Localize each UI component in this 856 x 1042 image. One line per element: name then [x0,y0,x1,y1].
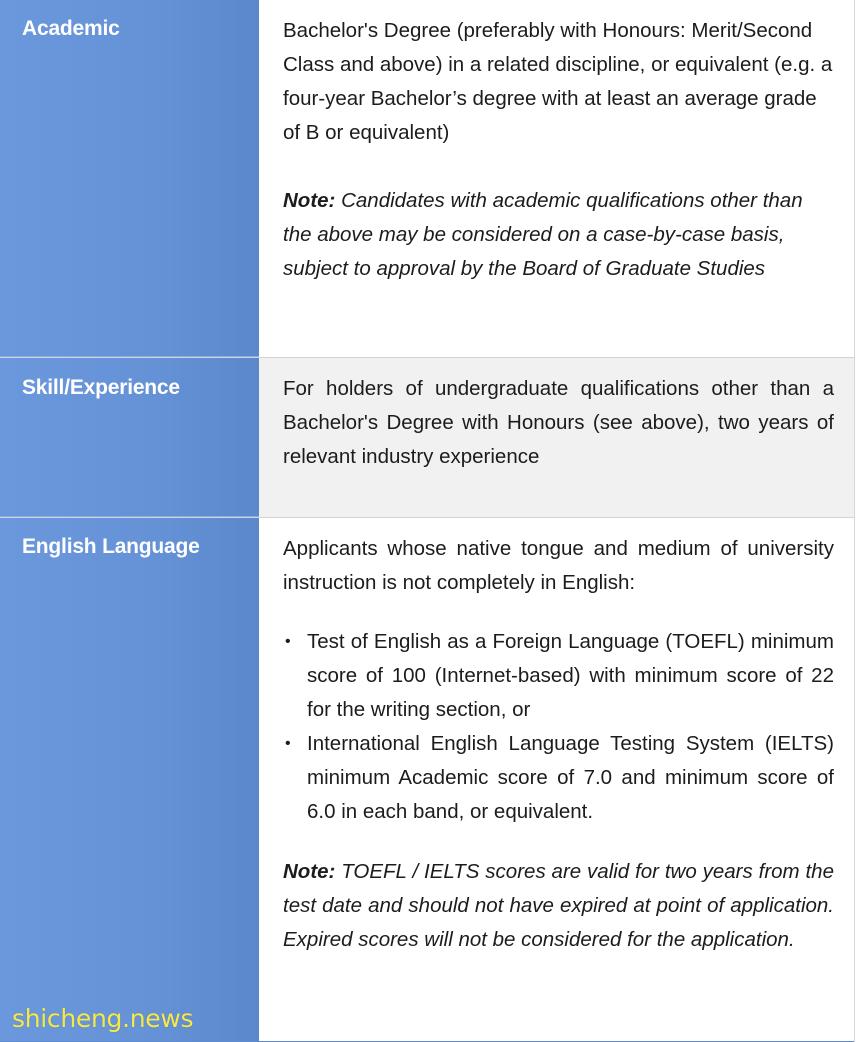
row-english-language [0,518,854,1042]
label-cell-skill [0,358,259,517]
label-skill-experience: Skill/Experience [22,376,180,399]
english-intro-text: Applicants whose native tongue and medium of university instruction is not completely in English: [283,537,834,594]
list-item-toefl [285,625,834,727]
label-academic: Academic [22,17,120,40]
english-note-text: TOEFL / IELTS scores are valid for two years from the test date and should not have expired at point of application. Expired scores will not be considered for the application. [283,860,834,951]
content-cell-academic [259,0,854,357]
english-note-label: Note: [283,860,336,883]
bullet-icon: • [285,633,291,650]
academic-note [283,184,834,286]
label-english-language: English Language [22,535,200,558]
academic-requirement-text: Bachelor's Degree (preferably with Honours: Merit/Second Class and above) in a related discipline, or equivalent (e.g. a four-year Bachelor’s degree with at least an average grade of B or equivalent) [283,19,833,144]
english-test-list [283,625,834,829]
watermark-text: shicheng.news [12,1004,194,1033]
label-cell-academic [0,0,259,357]
toefl-requirement-text: Test of English as a Foreign Language (TOEFL) minimum score of 100 (Internet-based) with minimum score of 22 for the writing section, or [307,630,834,721]
label-cell-english [0,518,259,1041]
academic-note-text: Candidates with academic qualifications other than the above may be considered on a case-by-case basis, subject to approval by the Board of Graduate Studies [283,189,803,280]
list-item-ielts [285,727,834,829]
row-academic [0,0,854,358]
ielts-requirement-text: International English Language Testing System (IELTS) minimum Academic score of 7.0 and minimum score of 6.0 in each band, or equivalent. [307,732,834,823]
skill-requirement-text: For holders of undergraduate qualifications other than a Bachelor's Degree with Honours (see above), two years of relevant industry experience [283,377,834,468]
bullet-icon: • [285,735,291,752]
row-skill-experience [0,358,854,518]
content-cell-skill [259,358,854,517]
content-cell-english [259,518,854,1041]
academic-note-label: Note: [283,189,336,212]
english-note [283,855,834,957]
